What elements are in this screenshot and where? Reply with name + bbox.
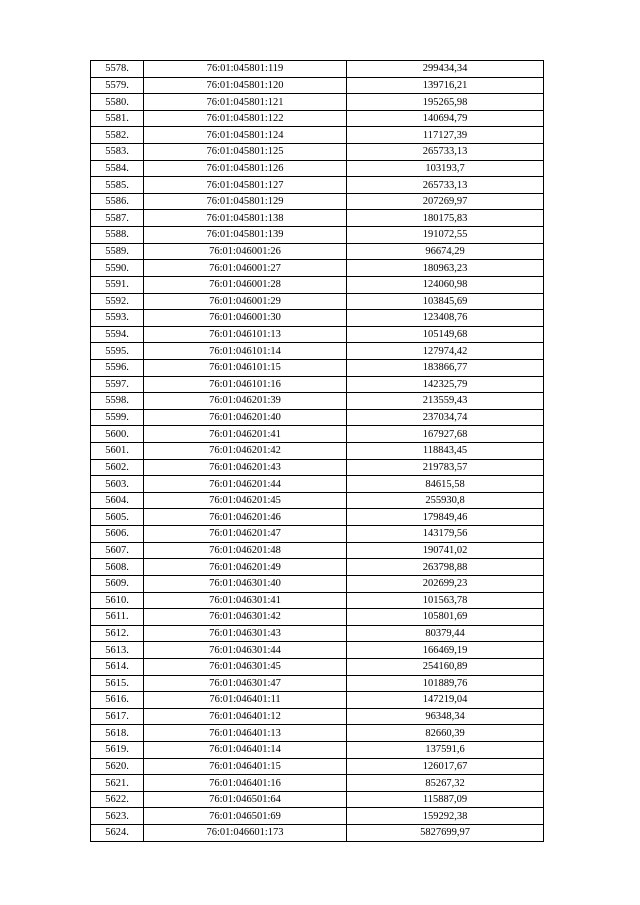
cadastral-number-cell: 76:01:046101:13 [144,326,347,343]
row-number-cell: 5594. [91,326,144,343]
cadastral-number-cell: 76:01:045801:125 [144,144,347,161]
row-number-cell: 5618. [91,725,144,742]
cadastral-value-cell: 139716,21 [347,77,544,94]
cadastral-number-cell: 76:01:045801:124 [144,127,347,144]
cadastral-number-cell: 76:01:046401:16 [144,775,347,792]
row-number-cell: 5587. [91,210,144,227]
cadastral-value-cell: 299434,34 [347,61,544,78]
table-row [91,692,544,709]
table-row [91,409,544,426]
table-row [91,741,544,758]
row-number-cell: 5580. [91,94,144,111]
cadastral-number-cell: 76:01:046301:41 [144,592,347,609]
cadastral-value-cell: 265733,13 [347,144,544,161]
table-row [91,376,544,393]
cadastral-value-cell: 166469,19 [347,642,544,659]
row-number-cell: 5612. [91,625,144,642]
cadastral-value-cell: 237034,74 [347,409,544,426]
cadastral-number-cell: 76:01:046401:15 [144,758,347,775]
cadastral-number-cell: 76:01:045801:120 [144,77,347,94]
row-number-cell: 5610. [91,592,144,609]
row-number-cell: 5606. [91,526,144,543]
cadastral-value-cell: 140694,79 [347,110,544,127]
cadastral-number-cell: 76:01:046201:41 [144,426,347,443]
cadastral-value-cell: 103845,69 [347,293,544,310]
cadastral-number-cell: 76:01:046601:173 [144,825,347,842]
table-body [91,61,544,842]
table-row [91,642,544,659]
cadastral-number-cell: 76:01:045801:127 [144,177,347,194]
table-row [91,293,544,310]
cadastral-number-cell: 76:01:046101:16 [144,376,347,393]
table-row [91,260,544,277]
row-number-cell: 5601. [91,443,144,460]
cadastral-value-cell: 82660,39 [347,725,544,742]
cadastral-value-cell: 118843,45 [347,443,544,460]
row-number-cell: 5607. [91,542,144,559]
cadastral-value-cell: 202699,23 [347,575,544,592]
cadastral-value-table [90,60,544,842]
row-number-cell: 5616. [91,692,144,709]
table-row [91,144,544,161]
row-number-cell: 5596. [91,359,144,376]
cadastral-value-cell: 80379,44 [347,625,544,642]
row-number-cell: 5593. [91,310,144,327]
row-number-cell: 5592. [91,293,144,310]
row-number-cell: 5597. [91,376,144,393]
cadastral-value-cell: 126017,67 [347,758,544,775]
cadastral-number-cell: 76:01:046501:64 [144,791,347,808]
row-number-cell: 5617. [91,708,144,725]
row-number-cell: 5604. [91,492,144,509]
cadastral-value-cell: 137591,6 [347,741,544,758]
cadastral-number-cell: 76:01:046301:43 [144,625,347,642]
cadastral-value-cell: 105801,69 [347,609,544,626]
table-row [91,509,544,526]
cadastral-number-cell: 76:01:046001:27 [144,260,347,277]
row-number-cell: 5589. [91,243,144,260]
table-row [91,393,544,410]
cadastral-number-cell: 76:01:046201:42 [144,443,347,460]
cadastral-value-cell: 127974,42 [347,343,544,360]
cadastral-value-cell: 190741,02 [347,542,544,559]
row-number-cell: 5620. [91,758,144,775]
cadastral-value-cell: 180963,23 [347,260,544,277]
table-row [91,459,544,476]
table-row [91,326,544,343]
cadastral-number-cell: 76:01:046101:14 [144,343,347,360]
table-row [91,426,544,443]
table-row [91,542,544,559]
row-number-cell: 5608. [91,559,144,576]
cadastral-number-cell: 76:01:046401:11 [144,692,347,709]
row-number-cell: 5622. [91,791,144,808]
cadastral-value-cell: 167927,68 [347,426,544,443]
row-number-cell: 5583. [91,144,144,161]
row-number-cell: 5623. [91,808,144,825]
cadastral-number-cell: 76:01:046101:15 [144,359,347,376]
table-row [91,775,544,792]
cadastral-number-cell: 76:01:046001:30 [144,310,347,327]
cadastral-number-cell: 76:01:046201:45 [144,492,347,509]
table-row [91,526,544,543]
row-number-cell: 5579. [91,77,144,94]
row-number-cell: 5598. [91,393,144,410]
cadastral-number-cell: 76:01:046201:47 [144,526,347,543]
cadastral-value-cell: 85267,32 [347,775,544,792]
table-row [91,609,544,626]
cadastral-value-cell: 105149,68 [347,326,544,343]
table-row [91,127,544,144]
table-row [91,808,544,825]
cadastral-value-cell: 101563,78 [347,592,544,609]
row-number-cell: 5602. [91,459,144,476]
row-number-cell: 5600. [91,426,144,443]
row-number-cell: 5584. [91,160,144,177]
row-number-cell: 5619. [91,741,144,758]
cadastral-number-cell: 76:01:045801:119 [144,61,347,78]
row-number-cell: 5599. [91,409,144,426]
cadastral-value-cell: 183866,77 [347,359,544,376]
cadastral-number-cell: 76:01:045801:129 [144,193,347,210]
cadastral-number-cell: 76:01:045801:122 [144,110,347,127]
cadastral-number-cell: 76:01:046201:39 [144,393,347,410]
cadastral-value-cell: 142325,79 [347,376,544,393]
row-number-cell: 5609. [91,575,144,592]
row-number-cell: 5614. [91,658,144,675]
table-row [91,825,544,842]
cadastral-value-cell: 101889,76 [347,675,544,692]
cadastral-value-cell: 143179,56 [347,526,544,543]
cadastral-number-cell: 76:01:046001:26 [144,243,347,260]
row-number-cell: 5624. [91,825,144,842]
row-number-cell: 5605. [91,509,144,526]
cadastral-number-cell: 76:01:046301:45 [144,658,347,675]
row-number-cell: 5588. [91,227,144,244]
cadastral-value-cell: 147219,04 [347,692,544,709]
cadastral-number-cell: 76:01:046401:13 [144,725,347,742]
table-row [91,708,544,725]
cadastral-value-cell: 159292,38 [347,808,544,825]
row-number-cell: 5585. [91,177,144,194]
cadastral-number-cell: 76:01:046501:69 [144,808,347,825]
cadastral-number-cell: 76:01:046001:28 [144,276,347,293]
table-row [91,243,544,260]
cadastral-value-cell: 5827699,97 [347,825,544,842]
cadastral-number-cell: 76:01:045801:139 [144,227,347,244]
cadastral-value-cell: 115887,09 [347,791,544,808]
cadastral-value-cell: 191072,55 [347,227,544,244]
table-row [91,193,544,210]
cadastral-number-cell: 76:01:046301:47 [144,675,347,692]
table-row [91,791,544,808]
table-row [91,61,544,78]
cadastral-number-cell: 76:01:045801:126 [144,160,347,177]
cadastral-value-cell: 254160,89 [347,658,544,675]
cadastral-number-cell: 76:01:045801:121 [144,94,347,111]
cadastral-value-cell: 84615,58 [347,476,544,493]
table-row [91,160,544,177]
row-number-cell: 5613. [91,642,144,659]
cadastral-value-cell: 117127,39 [347,127,544,144]
cadastral-value-cell: 96348,34 [347,708,544,725]
row-number-cell: 5615. [91,675,144,692]
cadastral-number-cell: 76:01:046201:40 [144,409,347,426]
cadastral-value-cell: 103193,7 [347,160,544,177]
cadastral-value-cell: 219783,57 [347,459,544,476]
cadastral-value-cell: 263798,88 [347,559,544,576]
row-number-cell: 5578. [91,61,144,78]
row-number-cell: 5586. [91,193,144,210]
cadastral-value-cell: 96674,29 [347,243,544,260]
table-row [91,492,544,509]
cadastral-value-cell: 213559,43 [347,393,544,410]
table-row [91,725,544,742]
table-row [91,110,544,127]
table-row [91,276,544,293]
cadastral-value-cell: 265733,13 [347,177,544,194]
cadastral-value-cell: 195265,98 [347,94,544,111]
cadastral-number-cell: 76:01:046201:46 [144,509,347,526]
cadastral-number-cell: 76:01:046401:12 [144,708,347,725]
table-row [91,559,544,576]
row-number-cell: 5603. [91,476,144,493]
row-number-cell: 5611. [91,609,144,626]
table-row [91,94,544,111]
cadastral-value-cell: 123408,76 [347,310,544,327]
cadastral-number-cell: 76:01:046001:29 [144,293,347,310]
table-row [91,227,544,244]
row-number-cell: 5590. [91,260,144,277]
cadastral-number-cell: 76:01:046201:49 [144,559,347,576]
cadastral-number-cell: 76:01:046301:42 [144,609,347,626]
table-row [91,343,544,360]
table-row [91,675,544,692]
cadastral-value-cell: 180175,83 [347,210,544,227]
cadastral-value-cell: 179849,46 [347,509,544,526]
cadastral-value-cell: 255930,8 [347,492,544,509]
table-row [91,177,544,194]
cadastral-number-cell: 76:01:046301:44 [144,642,347,659]
table-row [91,310,544,327]
table-row [91,758,544,775]
table-row [91,476,544,493]
table-row [91,77,544,94]
table-row [91,658,544,675]
cadastral-number-cell: 76:01:046401:14 [144,741,347,758]
row-number-cell: 5582. [91,127,144,144]
table-row [91,625,544,642]
cadastral-value-cell: 124060,98 [347,276,544,293]
cadastral-number-cell: 76:01:045801:138 [144,210,347,227]
table-row [91,592,544,609]
cadastral-value-cell: 207269,97 [347,193,544,210]
cadastral-number-cell: 76:01:046201:43 [144,459,347,476]
row-number-cell: 5581. [91,110,144,127]
cadastral-number-cell: 76:01:046301:40 [144,575,347,592]
table-row [91,359,544,376]
cadastral-number-cell: 76:01:046201:44 [144,476,347,493]
cadastral-number-cell: 76:01:046201:48 [144,542,347,559]
table-row [91,210,544,227]
table-row [91,575,544,592]
row-number-cell: 5595. [91,343,144,360]
table-row [91,443,544,460]
row-number-cell: 5591. [91,276,144,293]
row-number-cell: 5621. [91,775,144,792]
